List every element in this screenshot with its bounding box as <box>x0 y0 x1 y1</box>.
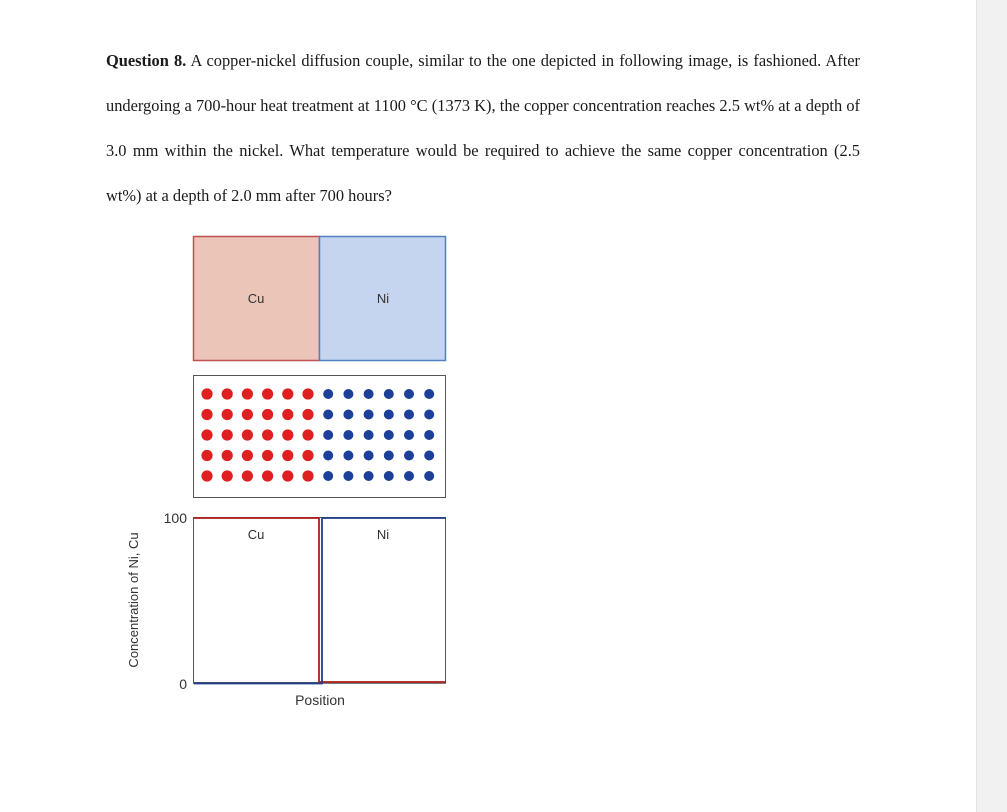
ni-atom <box>364 410 374 420</box>
cu-atom <box>302 450 313 461</box>
cu-atom <box>222 470 233 481</box>
x-axis-label: Position <box>295 692 345 708</box>
cu-atom <box>201 388 212 399</box>
cu-atom <box>282 409 293 420</box>
question-text: A copper-nickel diffusion couple, similar to the one depicted in following image, is fashioned. After undergoing a 700-hour heat treatment at 1100 °C (1373 K), the copper concentration reaches 2.5 wt% at a depth of 3.0 mm within the nickel. What temperature would be required to achieve the same copper concentration (2.5 wt%) at a depth of 2.0 mm after 700 hours? <box>106 51 860 205</box>
ni-atom <box>404 430 414 440</box>
cu-atom <box>262 470 273 481</box>
ni-block-label: Ni <box>376 291 390 306</box>
ni-atom <box>404 471 414 481</box>
cu-atom <box>262 429 273 440</box>
cu-atom <box>302 409 313 420</box>
cu-atom <box>282 470 293 481</box>
ni-atom <box>343 471 353 481</box>
cu-atom <box>222 450 233 461</box>
cu-atom <box>262 450 273 461</box>
ni-atom <box>424 471 434 481</box>
cu-atom <box>242 470 253 481</box>
ni-atom <box>323 471 333 481</box>
graph-cu-label: Cu <box>247 527 265 542</box>
ni-atom <box>343 451 353 461</box>
cu-atom <box>222 409 233 420</box>
ni-atom <box>384 471 394 481</box>
cu-atom <box>222 388 233 399</box>
ni-atom <box>384 410 394 420</box>
cu-atom <box>242 409 253 420</box>
ni-atom <box>323 430 333 440</box>
ni-atom <box>343 389 353 399</box>
ni-atom <box>343 410 353 420</box>
cu-atom <box>302 429 313 440</box>
y-min-tick-label: 0 <box>179 676 187 692</box>
ni-atom <box>404 451 414 461</box>
cu-atom <box>302 388 313 399</box>
ni-atom <box>424 451 434 461</box>
ni-atom <box>384 430 394 440</box>
cu-atom <box>242 450 253 461</box>
cu-atom <box>201 470 212 481</box>
cu-atom <box>222 429 233 440</box>
ni-atom <box>343 430 353 440</box>
ni-atom <box>384 451 394 461</box>
ni-atom <box>364 389 374 399</box>
cu-atom <box>282 388 293 399</box>
ni-atom <box>404 389 414 399</box>
ni-atom <box>323 389 333 399</box>
ni-atom <box>404 410 414 420</box>
ni-atom <box>323 451 333 461</box>
ni-atom <box>424 389 434 399</box>
ni-atom <box>424 430 434 440</box>
cu-block-label: Cu <box>247 291 265 306</box>
ni-atom <box>323 410 333 420</box>
cu-atom <box>201 429 212 440</box>
ni-atom <box>424 410 434 420</box>
cu-atom <box>282 429 293 440</box>
cu-atom <box>201 409 212 420</box>
y-axis-label: Concentration of Ni, Cu <box>126 532 141 668</box>
cu-atom <box>242 429 253 440</box>
question-label: Question 8. <box>106 51 187 70</box>
ni-atom <box>384 389 394 399</box>
vertical-scrollbar[interactable] <box>976 0 1007 812</box>
cu-atom <box>201 450 212 461</box>
cu-atom <box>282 450 293 461</box>
graph-ni-label: Ni <box>376 527 390 542</box>
cu-atom <box>262 388 273 399</box>
cu-atom <box>242 388 253 399</box>
ni-atom <box>364 471 374 481</box>
ni-atom <box>364 451 374 461</box>
ni-atom <box>364 430 374 440</box>
cu-atom <box>262 409 273 420</box>
y-max-tick-label: 100 <box>163 510 187 526</box>
cu-atom <box>302 470 313 481</box>
